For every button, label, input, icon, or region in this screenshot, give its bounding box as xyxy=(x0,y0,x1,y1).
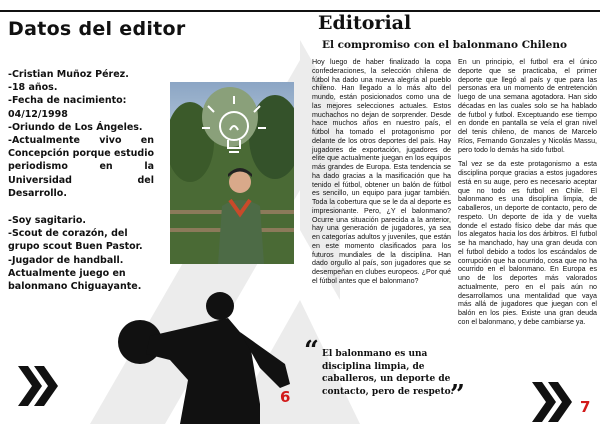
editor-photo xyxy=(170,82,294,264)
pull-quote: El balonmano es una disciplina limpia, de caballeros, un deporte de contacto, pero de respeto. xyxy=(322,349,454,397)
top-rule xyxy=(0,10,300,12)
bio-origin: -Oriundo de Los Ángeles. xyxy=(8,121,143,133)
bio-scout: -Scout de corazón, del grupo scout Buen Pastor. xyxy=(8,228,143,253)
quote-close-mark: ” xyxy=(450,380,465,410)
right-page xyxy=(300,0,600,424)
column2-paragraph-1: En un principio, el futbol era el único deporte que se practicaba, el primer deporte que llegó al país y que para las personas era un momento de entretención luego de una semana agotadora. Han sido décadas en las cuales solo se ha hablado de futbol y futbol. Exceptuando ese tiempo en donde en pantalla se veía el gran nivel del tenis chileno, de manos de Marcelo Ríos, Fernando Gonzales y Nicolás Massu, pero todo lo demás ha sido futbol. xyxy=(458,58,597,154)
page-title: Datos del editor xyxy=(8,18,186,40)
bio-sign: -Soy sagitario. xyxy=(8,215,86,227)
editorial-title: Editorial xyxy=(318,12,412,34)
editor-bio xyxy=(8,68,154,293)
handball-player-silhouette xyxy=(110,284,300,424)
column2-paragraph-2: Tal vez se da este protagonismo a esta disciplina porque gracias a estos jugadores está en su auge, pero es necesario aceptar que no todo es futbol en Chile. El balonmano es una disciplina limpia, de caballeros, un deporte de contacto, pero de respeto. Un deporte de ida y de vuelta donde el estado físico debe dar más que los alegatos hacia los dos árbitros. El futbol se ha manchado, hay una gran deuda con el futbol debido a todos los escándalos de corrupción que ha ocurrido, cosa que no ha ocurrido en el balonmano. En Europa es uno de los deportes más valorados actualmente, pero en el país aún no desarrollamos una mentalidad que vaya más allá de jugadores que juegan con el balón en los pies. Existe una gran deuda con el balonmano, y debe cambiarse ya. xyxy=(458,160,597,326)
quote-open-mark: “ xyxy=(304,336,319,366)
bio-studies: -Actualmente vivo en Concepción porque estudio periodismo en la Universidad del Desarrollo. xyxy=(8,135,154,199)
bio-birth-date: 04/12/1998 xyxy=(8,108,68,120)
article-column-2 xyxy=(458,58,597,333)
page-number: 6 xyxy=(280,388,291,406)
editorial-subtitle: El compromiso con el balonmano Chileno xyxy=(322,39,567,51)
page-number-right: 7 xyxy=(580,398,591,416)
chevrons-icon xyxy=(18,366,62,406)
bio-handball: -Jugador de handball. Actualmente juego en balonmano Chiguayante. xyxy=(8,254,142,293)
article-column-1 xyxy=(312,58,451,292)
column1-paragraph: Hoy luego de haber finalizado la copa confederaciones, la selección chilena de fútbol ha dado una nueva alegría al pueblo chileno. Han llegado a lo más alto del mundo, están posicionados como una de las mejores selecciones actuales. Estos muchachos no dejan de sorprender. Desde hace muchos años en nuestro país, el fútbol ha tomado el protagonismo por delante de los otros deportes del país. Hay jugadores de exportación, jugadores de elite que actualmente juegan en los equipos más grandes de Europa. Esta tendencia se ha dado gracias a la masificación que ha tenido el fútbol, obtener un balón de fútbol es sencillo, un equipo para jugar también. Toda la cobertura que se le da al deporte es impresionante. Pero, ¿Y el balonmano? Ocurre una situación parecida a la anterior, hay una generación de jugadores, ya sea en categorías adultos y juveniles, que están en este momento clasificados para los futuros mundiales de la disciplina. Han dado orgullo al país, son jugadores que se desempeñan en clubes europeos. ¿Por qué el fútbol antes que el balonmano? xyxy=(312,58,451,285)
bio-age: -18 años. xyxy=(8,82,58,94)
bio-name: -Cristian Muñoz Pérez. xyxy=(8,69,129,80)
photo-scene xyxy=(170,82,294,264)
bio-birth-label: -Fecha de nacimiento: xyxy=(8,95,127,107)
chevrons-icon-right xyxy=(532,382,576,422)
